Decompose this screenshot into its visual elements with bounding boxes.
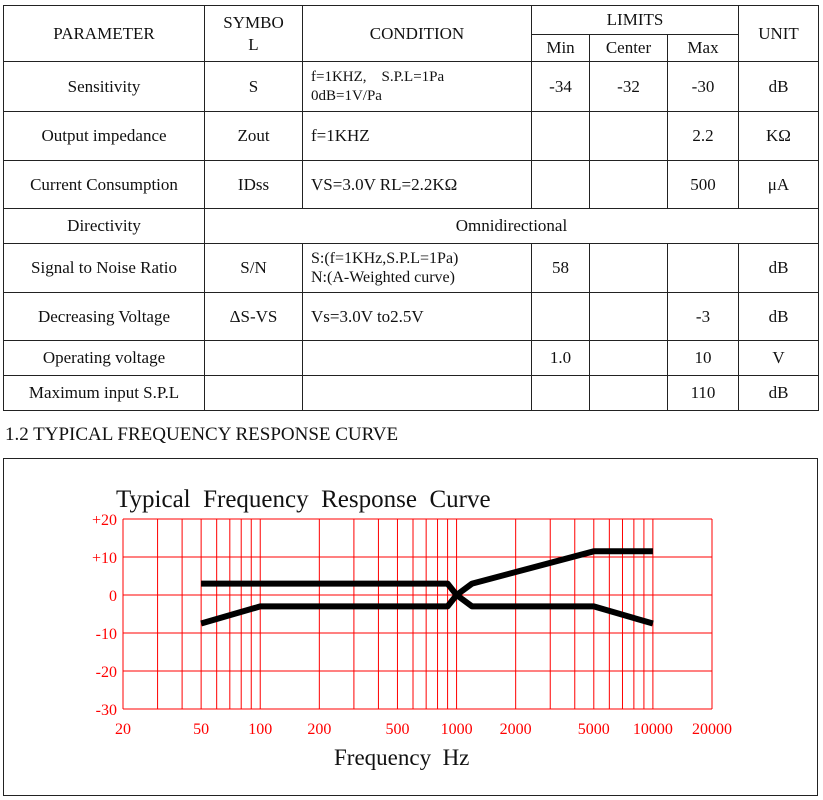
cell-symbol <box>205 376 303 411</box>
cell-condition: VS=3.0V RL=2.2KΩ <box>303 161 532 209</box>
cell-unit: dB <box>739 62 819 112</box>
cell-center <box>590 293 668 341</box>
table-row <box>4 341 819 376</box>
series-line-2 <box>201 595 653 624</box>
table-row <box>4 293 819 341</box>
cell-condition <box>303 376 532 411</box>
cell-symbol: S <box>205 62 303 112</box>
cell-max: 2.2 <box>668 112 739 161</box>
cell-max <box>668 244 739 293</box>
y-tick-label: 0 <box>109 588 117 605</box>
header-limits: LIMITS <box>532 6 739 35</box>
cell-center: -32 <box>590 62 668 112</box>
x-tick-label: 100 <box>248 721 273 738</box>
condition-line: 0dB=1V/Pa <box>311 87 382 104</box>
cell-parameter: Decreasing Voltage <box>4 293 205 341</box>
frequency-response-chart <box>4 459 817 795</box>
header-max: Max <box>668 35 739 62</box>
y-tick-label: +10 <box>91 550 117 567</box>
header-parameter: PARAMETER <box>4 6 205 62</box>
cell-symbol: IDss <box>205 161 303 209</box>
cell-parameter: Sensitivity <box>4 62 205 112</box>
condition-line: N:(A-Weighted curve) <box>311 269 455 286</box>
x-axis-label: Frequency Hz <box>334 745 470 770</box>
x-tick-label: 10000 <box>632 721 673 738</box>
y-tick-labels <box>92 512 117 719</box>
x-tick-label: 200 <box>307 721 332 738</box>
series-line-1 <box>201 551 653 595</box>
table-row <box>4 112 819 161</box>
cell-condition <box>303 341 532 376</box>
cell-unit: KΩ <box>739 112 819 161</box>
header-min: Min <box>532 35 590 62</box>
cell-min <box>532 293 590 341</box>
cell-condition <box>303 244 532 293</box>
cell-parameter: Output impedance <box>4 112 205 161</box>
table-row <box>4 244 819 293</box>
cell-unit: μA <box>739 161 819 209</box>
cell-max: -30 <box>668 62 739 112</box>
cell-min <box>532 161 590 209</box>
header-center: Center <box>590 35 668 62</box>
cell-condition: f=1KHZ <box>303 112 532 161</box>
x-tick-label: 500 <box>385 721 410 738</box>
condition-line: f=1KHZ, S.P.L=1Pa <box>311 68 445 85</box>
cell-parameter: Directivity <box>4 209 205 244</box>
cell-unit: dB <box>739 293 819 341</box>
header-condition: CONDITION <box>303 6 532 62</box>
cell-unit: dB <box>739 376 819 411</box>
cell-min: 58 <box>532 244 590 293</box>
cell-center <box>590 161 668 209</box>
cell-max: 110 <box>668 376 739 411</box>
cell-symbol: S/N <box>205 244 303 293</box>
table-row <box>4 209 819 244</box>
cell-unit: V <box>739 341 819 376</box>
cell-max: 500 <box>668 161 739 209</box>
cell-symbol: Zout <box>205 112 303 161</box>
cell-parameter: Current Consumption <box>4 161 205 209</box>
y-tick-label: -30 <box>95 702 117 719</box>
cell-center <box>590 341 668 376</box>
cell-min: 1.0 <box>532 341 590 376</box>
cell-condition: Vs=3.0V to2.5V <box>303 293 532 341</box>
table-row <box>4 376 819 411</box>
condition-line: S:(f=1KHz,S.P.L=1Pa) <box>311 250 459 267</box>
header-symbol: SYMBO L <box>205 6 303 62</box>
cell-center <box>590 244 668 293</box>
cell-max: -3 <box>668 293 739 341</box>
x-tick-label: 2000 <box>499 721 532 738</box>
cell-min <box>532 376 590 411</box>
x-tick-label: 5000 <box>577 721 610 738</box>
cell-parameter: Signal to Noise Ratio <box>4 244 205 293</box>
x-tick-label: 1000 <box>440 721 473 738</box>
cell-min: -34 <box>532 62 590 112</box>
y-tick-label: -20 <box>95 664 117 681</box>
y-tick-label: -10 <box>95 626 117 643</box>
cell-directivity-value: Omnidirectional <box>205 209 819 244</box>
chart-frame <box>3 458 818 796</box>
x-tick-label: 20 <box>115 721 131 738</box>
cell-symbol: ΔS-VS <box>205 293 303 341</box>
cell-condition <box>303 62 532 112</box>
cell-center <box>590 112 668 161</box>
table-row <box>4 161 819 209</box>
chart-series <box>201 551 653 623</box>
table-row <box>4 62 819 112</box>
y-tick-label: +20 <box>91 512 117 529</box>
section-title: 1.2 TYPICAL FREQUENCY RESPONSE CURVE <box>5 424 399 445</box>
cell-symbol <box>205 341 303 376</box>
x-tick-label: 50 <box>193 721 210 738</box>
cell-center <box>590 376 668 411</box>
specification-table <box>3 5 819 411</box>
x-tick-labels <box>115 721 732 738</box>
cell-parameter: Maximum input S.P.L <box>4 376 205 411</box>
x-tick-label: 20000 <box>692 721 732 738</box>
cell-parameter: Operating voltage <box>4 341 205 376</box>
cell-max: 10 <box>668 341 739 376</box>
chart-title: Typical Frequency Response Curve <box>116 486 491 513</box>
header-unit: UNIT <box>739 6 819 62</box>
cell-min <box>532 112 590 161</box>
cell-unit: dB <box>739 244 819 293</box>
